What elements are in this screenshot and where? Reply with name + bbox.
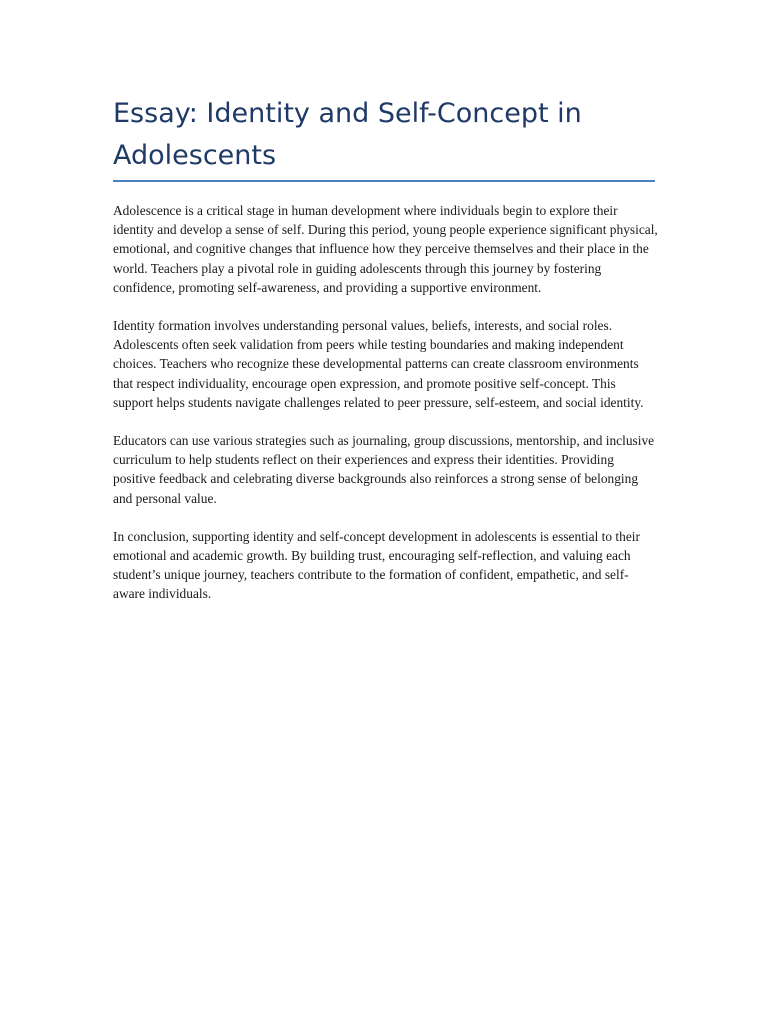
paragraph-identity-formation: Identity formation involves understanding personal values, beliefs, interests, and social roles. Adolescents often seek validation from peers while testing boundaries and making independent choices. Teachers who recognize these developmental patterns can create classroom environments that respect individuality, encourage open expression, and promote positive self-concept. This support helps students navigate challenges related to peer pressure, self-esteem, and social identity.	[113, 318, 644, 410]
paragraph-strategies: Educators can use various strategies such as journaling, group discussions, mentorship, and inclusive curriculum to help students reflect on their experiences and express their identities. Providing positive feedback and celebrating diverse backgrounds also reinforces a strong sense of belonging and personal value.	[113, 433, 655, 506]
document-body	[113, 201, 658, 623]
paragraph-conclusion: In conclusion, supporting identity and self-concept development in adolescents is essential to their emotional and academic growth. By building trust, encouraging self-reflection, and valuing each student’s unique journey, teachers contribute to the formation of confident, empathetic, and self-aware individuals.	[113, 528, 640, 602]
paragraph-introduction: Adolescence is a critical stage in human development where individuals begin to explore their identity and develop a sense of self. During this period, young people experience significant physical, emotional, and cognitive changes that influence how they perceive themselves and their place in the world. Teachers play a pivotal role in guiding adolescents through this journey by fostering confidence, promoting self-awareness, and providing a supportive environment.	[113, 203, 658, 295]
document-title: Essay: Identity and Self-Concept in Adolescents	[113, 98, 582, 171]
title-underline-divider	[113, 180, 655, 182]
